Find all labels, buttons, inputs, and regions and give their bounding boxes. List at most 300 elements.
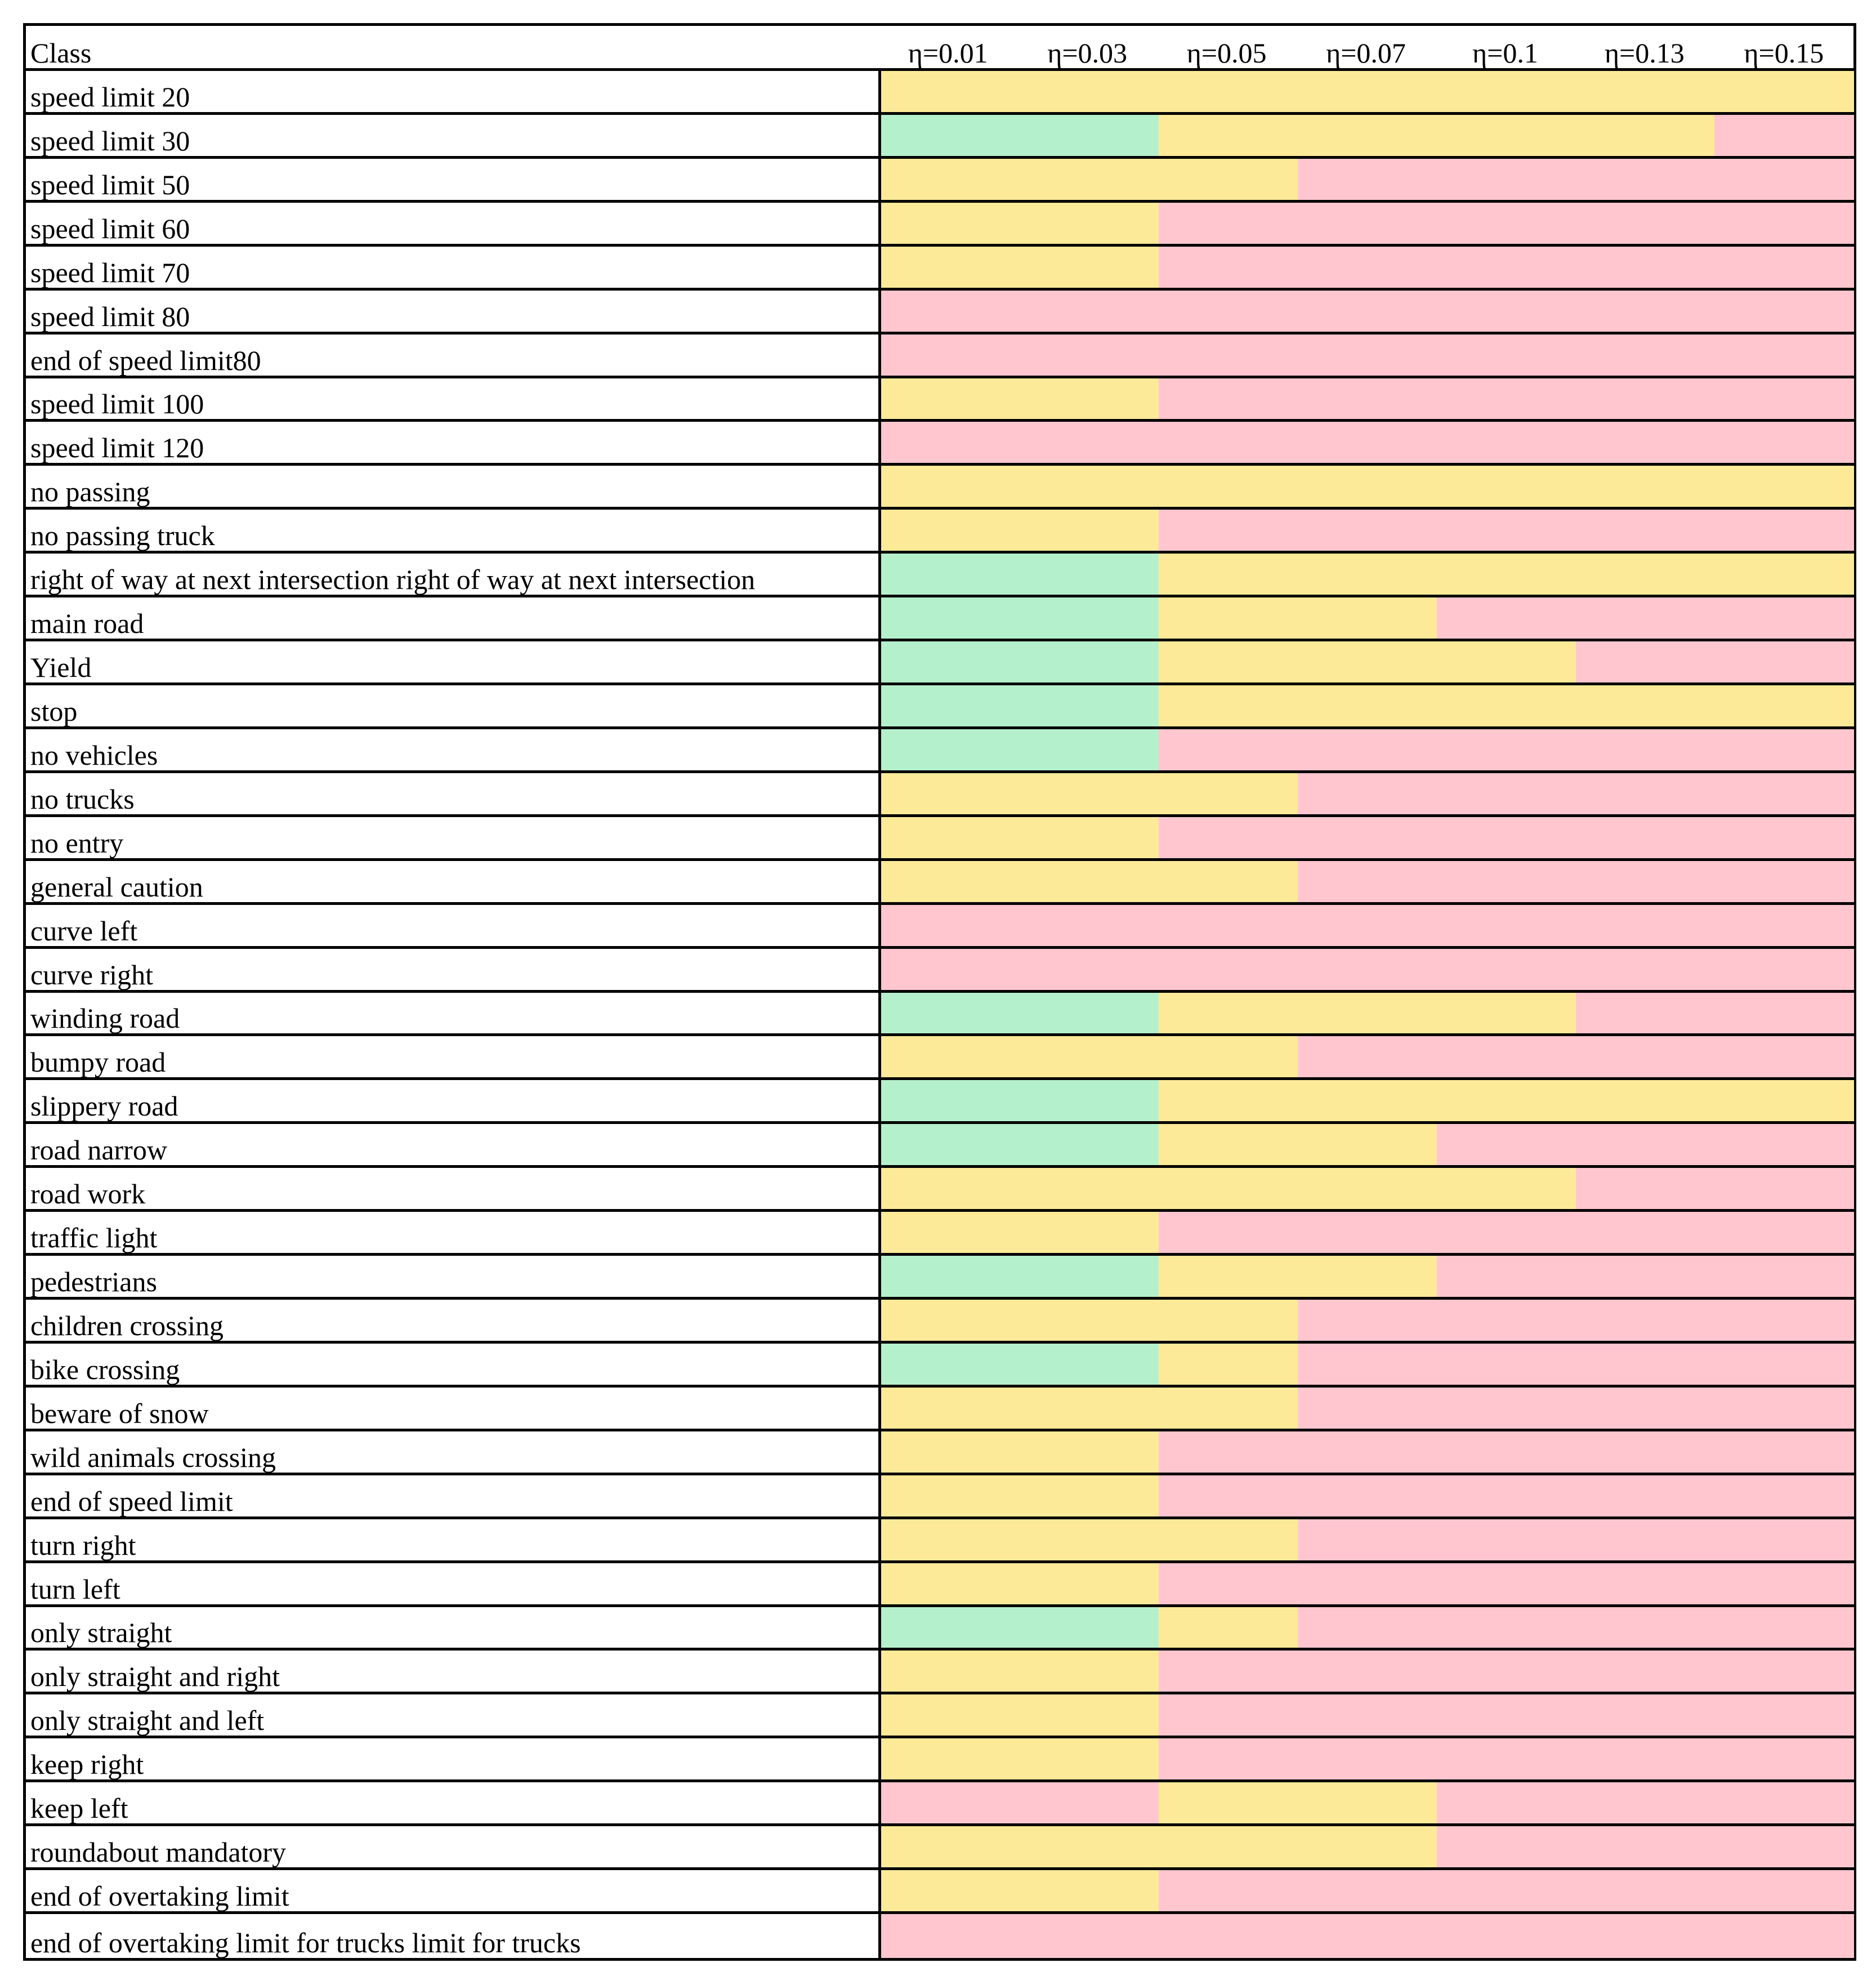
status-cell-yellow	[1298, 115, 1437, 156]
status-cell-yellow	[1159, 1782, 1298, 1823]
status-cell-yellow	[1020, 71, 1160, 112]
status-cell-red	[1159, 1694, 1298, 1736]
status-cell-green	[1020, 641, 1160, 683]
status-cells	[878, 1388, 1853, 1429]
status-cell-yellow	[1576, 71, 1716, 112]
class-label: only straight	[30, 1617, 172, 1649]
table-row	[26, 466, 1853, 510]
eta-column-header: η=0.05	[1186, 37, 1267, 69]
status-cells	[878, 1870, 1853, 1911]
status-cell-yellow	[1298, 71, 1437, 112]
status-cell-red	[1576, 949, 1716, 990]
status-cell-yellow	[881, 159, 1021, 200]
status-cell-green	[881, 1344, 1021, 1385]
table-row	[26, 1914, 1853, 1958]
table-row	[26, 817, 1853, 861]
status-cell-yellow	[1437, 1080, 1576, 1121]
status-cell-yellow	[1020, 1651, 1160, 1692]
table-row	[26, 510, 1853, 554]
status-cell-red	[1576, 729, 1716, 770]
status-cell-yellow	[1020, 1519, 1160, 1560]
table-row	[26, 1431, 1853, 1475]
status-cell-red	[1714, 1475, 1854, 1516]
table-row	[26, 949, 1853, 993]
status-cell-red	[1020, 1782, 1160, 1823]
class-label: keep left	[30, 1792, 128, 1825]
class-label: turn right	[30, 1529, 136, 1561]
status-cell-yellow	[1159, 71, 1298, 112]
status-cell-red	[1576, 597, 1716, 639]
status-cell-red	[1437, 1036, 1576, 1077]
status-cell-green	[881, 641, 1021, 683]
status-cell-yellow	[881, 773, 1021, 814]
status-cells	[878, 1563, 1853, 1604]
status-cell-red	[1714, 159, 1854, 200]
status-cell-green	[1020, 115, 1160, 156]
status-cell-red	[1020, 334, 1160, 376]
status-cell-yellow	[1159, 1036, 1298, 1077]
status-cell-red	[1437, 1607, 1576, 1648]
status-cell-red	[1576, 861, 1716, 902]
class-label: speed limit 30	[30, 124, 190, 157]
status-cell-green	[1020, 597, 1160, 639]
class-label: curve left	[30, 915, 138, 947]
status-cell-yellow	[1159, 685, 1298, 726]
class-label: speed limit 50	[30, 168, 190, 200]
eta-column-header: η=0.15	[1744, 37, 1824, 69]
status-cell-yellow	[881, 1519, 1021, 1560]
class-label: curve right	[30, 958, 153, 991]
status-cell-yellow	[1159, 115, 1298, 156]
status-cell-yellow	[881, 1826, 1021, 1867]
status-cell-yellow	[1159, 993, 1298, 1034]
status-cell-yellow	[1437, 685, 1576, 726]
status-cell-red	[1714, 1914, 1854, 1958]
status-cell-red	[1576, 422, 1716, 463]
status-cell-red	[1159, 1651, 1298, 1692]
status-cell-red	[1437, 203, 1576, 244]
status-cell-yellow	[1159, 1080, 1298, 1121]
status-cell-red	[1714, 510, 1854, 551]
status-cell-yellow	[881, 1870, 1021, 1911]
status-cell-red	[1298, 1212, 1437, 1253]
status-cell-red	[881, 905, 1021, 946]
status-cell-yellow	[881, 1738, 1021, 1779]
status-cell-red	[1714, 905, 1854, 946]
status-cell-yellow	[1159, 597, 1298, 639]
table-row	[26, 1738, 1853, 1782]
status-cells	[878, 203, 1853, 244]
table-row	[26, 159, 1853, 203]
status-cells	[878, 554, 1853, 595]
status-cell-red	[1714, 247, 1854, 288]
status-cell-yellow	[881, 466, 1021, 507]
status-cell-red	[1576, 334, 1716, 376]
class-label: bike crossing	[30, 1353, 180, 1385]
status-cell-red	[1020, 291, 1160, 332]
status-cell-red	[1437, 1431, 1576, 1473]
status-cell-red	[1576, 291, 1716, 332]
status-cells	[878, 1431, 1853, 1473]
status-cell-red	[1298, 510, 1437, 551]
status-cell-green	[881, 1256, 1021, 1297]
status-cell-red	[1437, 1519, 1576, 1560]
status-cell-red	[1437, 817, 1576, 858]
status-cell-red	[1298, 817, 1437, 858]
status-cell-red	[1714, 1344, 1854, 1385]
status-cell-red	[1576, 1256, 1716, 1297]
status-cells	[878, 1782, 1853, 1823]
status-cell-yellow	[1020, 1738, 1160, 1779]
class-label: no trucks	[30, 783, 135, 815]
status-cells	[878, 1344, 1853, 1385]
status-cell-red	[1576, 1738, 1716, 1779]
status-cell-red	[1576, 1431, 1716, 1473]
class-label: no passing	[30, 476, 150, 508]
status-cell-red	[1576, 817, 1716, 858]
class-label: only straight and left	[30, 1705, 265, 1737]
table-row	[26, 1826, 1853, 1870]
status-cells	[878, 71, 1853, 112]
status-cell-green	[1020, 729, 1160, 770]
status-cell-red	[1159, 1475, 1298, 1516]
status-cell-yellow	[1714, 685, 1854, 726]
status-cells	[878, 1036, 1853, 1077]
status-cell-red	[1298, 1036, 1437, 1077]
status-cell-yellow	[1020, 773, 1160, 814]
eta-column-header: η=0.1	[1472, 37, 1538, 69]
status-cell-yellow	[1298, 1168, 1437, 1209]
status-cell-yellow	[1576, 466, 1716, 507]
status-cell-yellow	[1020, 510, 1160, 551]
class-label: wild animals crossing	[30, 1441, 276, 1473]
status-cell-red	[1576, 1344, 1716, 1385]
class-label: traffic light	[30, 1222, 158, 1254]
status-cell-yellow	[1576, 685, 1716, 726]
status-cells	[878, 1168, 1853, 1209]
status-cell-red	[1576, 1388, 1716, 1429]
status-cell-red	[1437, 729, 1576, 770]
status-cell-yellow	[1298, 1256, 1437, 1297]
class-label: speed limit 60	[30, 212, 190, 244]
class-label: only straight and right	[30, 1661, 280, 1693]
status-cell-red	[1714, 291, 1854, 332]
status-cell-red	[1298, 949, 1437, 990]
status-cell-red	[1159, 1563, 1298, 1604]
class-label: general caution	[30, 871, 203, 903]
status-cell-red	[881, 1782, 1021, 1823]
status-cell-red	[1714, 993, 1854, 1034]
status-cell-red	[1437, 1475, 1576, 1516]
class-label: speed limit 100	[30, 388, 204, 420]
status-cell-green	[881, 1607, 1021, 1648]
status-cell-yellow	[881, 1300, 1021, 1341]
status-cell-yellow	[1020, 247, 1160, 288]
status-cell-red	[1298, 1563, 1437, 1604]
table-row	[26, 1300, 1853, 1344]
status-cell-red	[1159, 905, 1298, 946]
status-cell-green	[881, 993, 1021, 1034]
status-cell-red	[1714, 1738, 1854, 1779]
table-row	[26, 1344, 1853, 1388]
status-cell-red	[1576, 1607, 1716, 1648]
status-cell-red	[1437, 291, 1576, 332]
class-label: main road	[30, 608, 144, 640]
status-cell-yellow	[1576, 115, 1716, 156]
class-label: speed limit 120	[30, 432, 204, 464]
status-cell-yellow	[1714, 1080, 1854, 1121]
status-cell-yellow	[1298, 993, 1437, 1034]
status-cell-red	[1714, 1694, 1854, 1736]
table-row	[26, 1607, 1853, 1651]
status-cell-red	[1298, 1694, 1437, 1736]
status-cell-red	[1437, 1870, 1576, 1911]
status-cell-yellow	[1020, 1388, 1160, 1429]
status-cell-red	[1020, 949, 1160, 990]
class-label: beware of snow	[30, 1397, 209, 1429]
status-cell-green	[881, 1124, 1021, 1165]
status-cell-red	[1576, 773, 1716, 814]
status-cell-red	[1437, 773, 1576, 814]
status-cell-red	[1576, 1914, 1716, 1958]
status-cell-red	[1576, 203, 1716, 244]
status-cell-red	[1576, 1694, 1716, 1736]
class-label: turn left	[30, 1573, 120, 1605]
status-cell-red	[1576, 1475, 1716, 1516]
status-cell-yellow	[881, 203, 1021, 244]
class-label: end of speed limit	[30, 1485, 233, 1517]
status-cell-red	[1714, 1563, 1854, 1604]
status-cell-green	[1020, 1256, 1160, 1297]
status-cell-red	[1714, 115, 1854, 156]
status-cell-red	[1298, 422, 1437, 463]
status-cell-yellow	[881, 1475, 1021, 1516]
status-cell-yellow	[1020, 466, 1160, 507]
status-cells	[878, 1124, 1853, 1165]
status-cell-red	[1576, 1168, 1716, 1209]
status-table	[23, 23, 1856, 1961]
status-cell-yellow	[1020, 1212, 1160, 1253]
class-label: speed limit 20	[30, 81, 190, 113]
status-cells	[878, 1256, 1853, 1297]
status-cell-yellow	[1159, 159, 1298, 200]
status-cell-green	[1020, 1080, 1160, 1121]
status-cell-yellow	[881, 247, 1021, 288]
table-row	[26, 1870, 1853, 1914]
status-cell-red	[1020, 905, 1160, 946]
status-cells	[878, 422, 1853, 463]
status-cell-red	[1298, 1519, 1437, 1560]
table-row	[26, 1563, 1853, 1607]
status-cell-red	[1576, 1651, 1716, 1692]
status-cell-green	[881, 115, 1021, 156]
eta-column-header: η=0.07	[1326, 37, 1406, 69]
status-cell-red	[1159, 291, 1298, 332]
status-cell-yellow	[1159, 641, 1298, 683]
status-cell-yellow	[1298, 641, 1437, 683]
status-cells	[878, 1914, 1853, 1958]
status-cell-red	[1298, 861, 1437, 902]
status-cell-yellow	[881, 1212, 1021, 1253]
status-cells	[878, 949, 1853, 990]
status-cells	[878, 1519, 1853, 1560]
status-cell-red	[1576, 905, 1716, 946]
status-cell-red	[1437, 949, 1576, 990]
status-cell-yellow	[1298, 1080, 1437, 1121]
status-cell-yellow	[1159, 554, 1298, 595]
class-label: end of overtaking limit for trucks limit for trucks	[30, 1926, 581, 1959]
class-label: pedestrians	[30, 1266, 157, 1298]
class-label: right of way at next intersection right of way at next intersection	[30, 564, 756, 596]
status-cell-yellow	[1020, 1475, 1160, 1516]
status-cell-red	[1714, 1826, 1854, 1867]
status-cell-green	[1020, 1607, 1160, 1648]
table-row	[26, 422, 1853, 466]
status-cell-yellow	[881, 817, 1021, 858]
table-row	[26, 1080, 1853, 1124]
status-cell-red	[1159, 1738, 1298, 1779]
status-cell-red	[1159, 1914, 1298, 1958]
class-label: children crossing	[30, 1309, 224, 1341]
status-cells	[878, 247, 1853, 288]
status-cells	[878, 993, 1853, 1034]
status-cell-red	[1298, 159, 1437, 200]
status-cell-yellow	[1576, 1080, 1716, 1121]
status-cell-red	[1298, 1870, 1437, 1911]
status-cell-yellow	[1298, 685, 1437, 726]
status-cell-yellow	[881, 1651, 1021, 1692]
status-cell-red	[1437, 1651, 1576, 1692]
status-cell-green	[1020, 1124, 1160, 1165]
header-row	[26, 26, 1853, 71]
status-cell-green	[881, 1080, 1021, 1121]
status-cell-yellow	[1020, 203, 1160, 244]
class-label: end of overtaking limit	[30, 1880, 289, 1912]
status-cell-yellow	[1576, 554, 1716, 595]
status-cell-yellow	[1159, 466, 1298, 507]
status-cell-red	[1298, 905, 1437, 946]
status-cell-red	[1714, 1519, 1854, 1560]
table-row	[26, 597, 1853, 641]
table-row	[26, 773, 1853, 817]
status-cell-red	[1576, 1563, 1716, 1604]
status-cell-red	[1437, 334, 1576, 376]
status-cell-red	[881, 291, 1021, 332]
status-cell-red	[1576, 1036, 1716, 1077]
status-cell-red	[1714, 1168, 1854, 1209]
table-row	[26, 1036, 1853, 1080]
status-cell-red	[1159, 817, 1298, 858]
table-row	[26, 1519, 1853, 1563]
table-row	[26, 1694, 1853, 1738]
status-cell-red	[1298, 1475, 1437, 1516]
status-cell-yellow	[1437, 554, 1576, 595]
class-column-header: Class	[30, 37, 92, 69]
status-cell-red	[1437, 1256, 1576, 1297]
table-row	[26, 905, 1853, 949]
status-cell-red	[1714, 1036, 1854, 1077]
status-cell-yellow	[881, 71, 1021, 112]
status-cell-yellow	[881, 1036, 1021, 1077]
status-cell-yellow	[1020, 378, 1160, 420]
status-cells	[878, 159, 1853, 200]
status-cell-red	[1437, 1563, 1576, 1604]
status-cell-red	[1298, 247, 1437, 288]
status-cell-red	[1576, 1826, 1716, 1867]
status-cell-yellow	[1298, 597, 1437, 639]
status-cells	[878, 905, 1853, 946]
status-cell-red	[1020, 1914, 1160, 1958]
status-cell-red	[1714, 1870, 1854, 1911]
status-cells	[878, 466, 1853, 507]
table-row	[26, 1124, 1853, 1168]
status-cells	[878, 773, 1853, 814]
status-cell-red	[1714, 729, 1854, 770]
table-row	[26, 1475, 1853, 1519]
status-cell-red	[1437, 1300, 1576, 1341]
class-label: no entry	[30, 827, 124, 859]
status-cell-red	[1437, 159, 1576, 200]
class-label: road work	[30, 1178, 146, 1210]
status-cell-red	[1437, 422, 1576, 463]
eta-column-header: η=0.13	[1604, 37, 1685, 69]
table-row	[26, 203, 1853, 247]
status-cell-red	[1576, 378, 1716, 420]
status-cells	[878, 1212, 1853, 1253]
status-cell-red	[1576, 993, 1716, 1034]
status-cell-red	[1159, 949, 1298, 990]
status-cell-red	[1714, 1782, 1854, 1823]
table-row	[26, 685, 1853, 729]
class-label: no passing truck	[30, 520, 215, 552]
status-cell-red	[1298, 291, 1437, 332]
status-cell-red	[1020, 422, 1160, 463]
status-cell-red	[1298, 1300, 1437, 1341]
table-row	[26, 641, 1853, 685]
status-cell-red	[1437, 1388, 1576, 1429]
status-cell-yellow	[881, 1694, 1021, 1736]
eta-column-header: η=0.01	[908, 37, 988, 69]
status-cell-yellow	[881, 510, 1021, 551]
status-cell-yellow	[1020, 1036, 1160, 1077]
table-row	[26, 554, 1853, 597]
status-cell-red	[1159, 203, 1298, 244]
table-row	[26, 1388, 1853, 1431]
class-label: bumpy road	[30, 1046, 166, 1078]
status-cell-red	[1714, 861, 1854, 902]
status-cell-red	[1576, 159, 1716, 200]
status-cell-red	[1159, 378, 1298, 420]
status-cell-red	[1437, 1212, 1576, 1253]
status-cell-red	[1298, 773, 1437, 814]
status-cell-red	[1437, 597, 1576, 639]
status-cell-yellow	[1020, 1694, 1160, 1736]
status-cell-red	[1298, 1607, 1437, 1648]
status-cell-red	[1714, 773, 1854, 814]
status-cell-red	[1437, 1738, 1576, 1779]
status-cell-red	[1298, 334, 1437, 376]
class-label: speed limit 70	[30, 256, 190, 288]
status-cell-yellow	[1159, 773, 1298, 814]
table-row	[26, 861, 1853, 905]
status-cells	[878, 817, 1853, 858]
status-cell-red	[1298, 1914, 1437, 1958]
status-cell-red	[1576, 1300, 1716, 1341]
status-cell-red	[1576, 1212, 1716, 1253]
status-cell-red	[1298, 1388, 1437, 1429]
status-cells	[878, 378, 1853, 420]
status-cell-red	[1714, 817, 1854, 858]
